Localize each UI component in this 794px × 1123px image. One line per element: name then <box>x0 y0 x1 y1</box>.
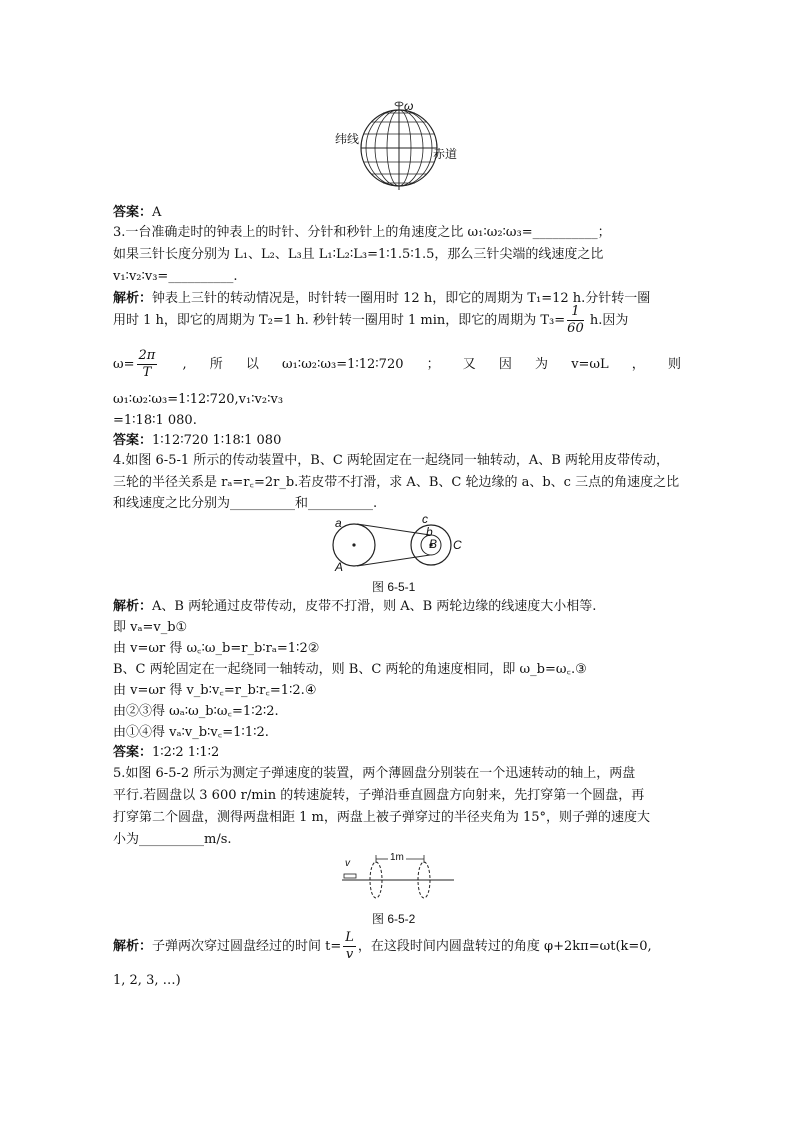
label-B: B <box>429 537 438 551</box>
analysis-text: ，在这段时间内圆盘转过的角度 φ+2kπ=ωt(k=0, <box>357 939 652 954</box>
analysis-text: h.因为 <box>585 313 629 328</box>
analysis-text: A、B 两轮通过皮带传动，皮带不打滑，则 A、B 两轮边缘的线速度大小相等. <box>152 599 597 614</box>
q5-line-1: 5.如图 6-5-2 所示为测定子弹速度的装置，两个薄圆盘分别装在一个迅速转动的轴上，两盘 <box>113 766 636 781</box>
q4-line-1: 4.如图 6-5-1 所示的传动装置中，B、C 两轮固定在一起绕同一轴转动，A、B 两轮用皮带传动， <box>113 453 669 468</box>
q5-analysis-1 <box>113 930 652 964</box>
omega-label: ω <box>404 99 414 113</box>
figure-caption: 图 6-5-1 <box>372 580 416 594</box>
text-fragment: 因 <box>498 357 512 372</box>
q5-line-3: 打穿第二个圆盘，测得两盘相距 1 m，两盘上被子弹穿过的半径夹角为 15°，则子弹的速度大 <box>113 810 651 825</box>
analysis-text: 钟表上三针的转动情况是，时针转一圈用时 12 h，即它的周期为 T₁=12 h.分针转一圈 <box>152 291 651 306</box>
text-fragment: 以 <box>245 357 259 372</box>
analysis-text: 子弹两次穿过圆盘经过的时间 t= <box>152 939 342 954</box>
label-C: C <box>453 538 462 552</box>
fraction-denominator: 60 <box>567 321 584 336</box>
q3-line-3: v₁∶v₂∶v₃=__________. <box>113 269 238 284</box>
q4-line-3: 和线速度之比分别为__________和__________. <box>113 496 378 511</box>
fraction-numerator: 1 <box>567 304 584 321</box>
globe-figure <box>333 98 468 193</box>
label-A: A <box>335 560 344 574</box>
q4-analysis-7: 由①④得 vₐ∶v_b∶v꜀=1∶1∶2. <box>113 725 269 740</box>
text-fragment: ω₁∶ω₂∶ω₃=1∶12∶720 <box>282 357 404 372</box>
answer-value: A <box>152 205 162 220</box>
q4-answer <box>113 744 219 762</box>
q4-analysis-6: 由②③得 ωₐ∶ω_b∶ω꜀=1∶2∶2. <box>113 704 279 719</box>
q5-line-4: 小为__________m/s. <box>113 832 232 847</box>
justified-row <box>113 348 681 382</box>
answer-label: 答案： <box>113 433 153 448</box>
answer-value: 1∶12∶720 1∶18∶1 080 <box>152 433 282 448</box>
text-fragment: ， <box>631 357 645 372</box>
analysis-label: 解析： <box>113 291 153 306</box>
fraction <box>343 930 356 963</box>
q3-answer <box>113 432 281 450</box>
q3-analysis-5: =1∶18∶1 080. <box>113 413 197 428</box>
fraction-denominator: v <box>345 947 354 962</box>
bullet-disc-figure <box>338 850 458 902</box>
q3-line-2: 如果三针长度分别为 L₁、L₂、L₃且 L₁∶L₂∶L₃=1∶1.5∶1.5，那么三针尖端的线速度之比 <box>113 247 604 262</box>
pulley-diagram <box>326 512 466 574</box>
text-fragment: ； <box>426 357 440 372</box>
text-fragment: v=ωL <box>571 357 609 372</box>
q5-analysis-2: 1, 2, 3, …) <box>113 973 181 988</box>
latitude-label: 纬线 <box>335 132 360 146</box>
fraction <box>137 348 158 381</box>
q4-line-2: 三轮的半径关系是 rₐ=r꜀=2r_b.若皮带不打滑，求 A、B、C 轮边缘的 a、b、c 三点的角速度之比 <box>113 475 680 490</box>
text-fragment: 又 <box>462 357 476 372</box>
fraction-numerator: L <box>345 930 354 945</box>
q3-analysis-4: ω₁∶ω₂∶ω₃=1∶12∶720,v₁∶v₂∶v₃ <box>113 392 284 407</box>
equator-label: 赤道 <box>433 147 458 161</box>
q4-analysis-4: B、C 两轮固定在一起绕同一轴转动，则 B、C 两轮的角速度相同，即 ω_b=ω꜀.③ <box>113 662 587 677</box>
q4-analysis-2: 即 vₐ=v_b① <box>113 620 188 635</box>
label-c: c <box>422 512 428 526</box>
omega-fraction <box>113 348 159 382</box>
answer-label: 答案： <box>113 205 153 220</box>
label-v: v <box>345 858 350 869</box>
label-b: b <box>426 525 433 539</box>
text-fragment: 为 <box>535 357 549 372</box>
label-distance: 1m <box>390 852 404 863</box>
text-fragment: 则 <box>667 357 681 372</box>
q4-analysis-3: 由 v=ωr 得 ω꜀∶ω_b=r_b∶rₐ=1∶2② <box>113 641 320 656</box>
q4-analysis-5: 由 v=ωr 得 v_b∶v꜀=r_b∶r꜀=1∶2.④ <box>113 683 317 698</box>
fraction <box>567 304 584 337</box>
q5-line-2: 平行.若圆盘以 3 600 r/min 的转速旋转，子弹沿垂直圆盘方向射来，先打穿第一个圆盘，再 <box>113 788 645 803</box>
text-fragment: , <box>182 357 187 372</box>
analysis-label: 解析： <box>113 939 153 954</box>
q4-analysis-1 <box>113 598 596 616</box>
answer-label: 答案： <box>113 745 153 760</box>
pulley-figure <box>326 512 466 574</box>
text-fragment: 所 <box>209 357 223 372</box>
analysis-label: 解析： <box>113 599 153 614</box>
fraction-denominator: T <box>142 365 152 380</box>
fraction-numerator: 2π <box>138 348 156 363</box>
figure-caption: 图 6-5-2 <box>372 912 416 926</box>
label-a: a <box>335 516 342 530</box>
q2-answer <box>113 204 161 222</box>
q3-line-1: 3.一台准确走时的钟表上的时针、分针和秒针上的角速度之比 ω₁∶ω₂∶ω₃=__________； <box>113 225 611 240</box>
analysis-text: 用时 1 h，即它的周期为 T₂=1 h. 秒针转一圈用时 1 min，即它的周期为 T₃= <box>113 313 566 328</box>
q3-analysis-2 <box>113 304 628 338</box>
answer-value: 1∶2∶2 1∶1∶2 <box>152 745 220 760</box>
analysis-text: ω= <box>113 357 135 372</box>
q3-analysis-3 <box>113 348 681 382</box>
